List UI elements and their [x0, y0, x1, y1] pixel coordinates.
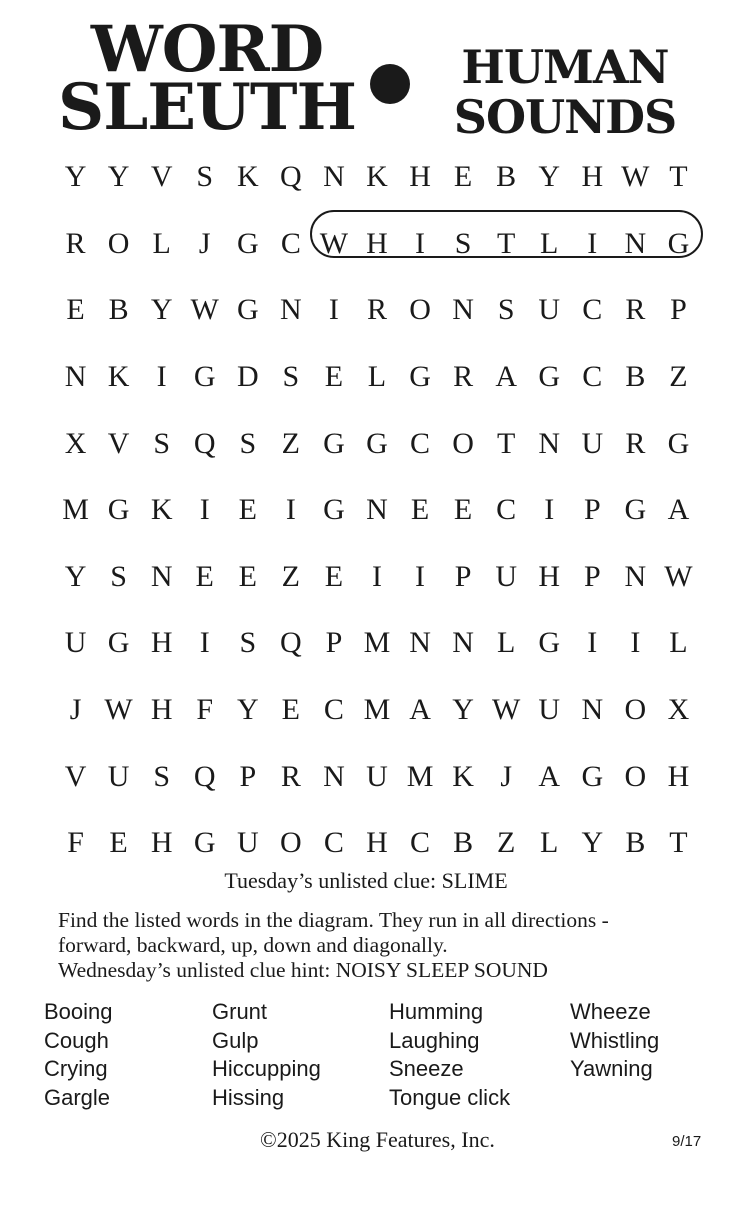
grid-letter[interactable]: I	[328, 293, 339, 327]
grid-letter[interactable]: O	[107, 226, 130, 260]
grid-letter[interactable]: I	[587, 226, 598, 260]
grid-letter[interactable]: J	[500, 759, 512, 793]
grid-letter[interactable]: T	[496, 226, 516, 260]
grid-letter[interactable]: B	[496, 160, 517, 194]
grid-letter[interactable]: P	[670, 293, 687, 327]
grid-letter[interactable]: Q	[280, 626, 302, 660]
grid-letter[interactable]: G	[409, 360, 431, 394]
instructions	[58, 908, 708, 983]
grid-letter[interactable]: A	[409, 693, 431, 727]
grid-letter[interactable]: R	[625, 426, 646, 460]
grid-letter[interactable]: K	[236, 160, 259, 194]
grid-letter[interactable]: H	[667, 759, 690, 793]
grid-letter[interactable]: Z	[281, 559, 300, 593]
instructions-line-2: forward, backward, up, down and diagonally.	[58, 933, 448, 957]
grid-letter[interactable]: G	[107, 626, 130, 660]
grid-letter[interactable]: M	[363, 693, 391, 727]
grid-letter[interactable]: C	[496, 493, 517, 527]
grid-letter[interactable]: K	[366, 160, 388, 194]
grid-letter[interactable]: N	[624, 559, 647, 593]
grid-letter[interactable]: R	[453, 360, 474, 394]
grid-letter[interactable]: Q	[193, 759, 216, 793]
grid-letter[interactable]: I	[544, 493, 555, 527]
grid-letter[interactable]: U	[538, 293, 561, 327]
grid-letter[interactable]: R	[280, 759, 301, 793]
grid-letter[interactable]: M	[363, 626, 391, 660]
grid-letter[interactable]: N	[280, 293, 302, 327]
grid-letter[interactable]: U	[366, 759, 388, 793]
grid-letter[interactable]: N	[323, 759, 345, 793]
grid-letter[interactable]: I	[285, 493, 296, 527]
grid-letter[interactable]: H	[409, 160, 431, 194]
grid-letter[interactable]: Q	[193, 426, 216, 460]
grid-letter[interactable]: E	[453, 493, 473, 527]
grid-letter[interactable]: U	[64, 626, 87, 660]
grid-letter[interactable]: G	[581, 759, 604, 793]
page-number: 9/17	[672, 1133, 702, 1150]
grid-letter[interactable]: H	[150, 826, 173, 860]
grid-letter[interactable]: P	[239, 759, 257, 793]
grid-letter[interactable]: Y	[538, 160, 561, 194]
grid-letter[interactable]: L	[367, 360, 387, 394]
grid-letter[interactable]: S	[282, 360, 300, 394]
grid-letter[interactable]: E	[238, 493, 257, 527]
grid-letter[interactable]: E	[281, 693, 300, 727]
grid-letter[interactable]: O	[280, 826, 302, 860]
grid-letter[interactable]: G	[323, 493, 345, 527]
grid-letter[interactable]: C	[410, 426, 431, 460]
grid-letter[interactable]: I	[156, 360, 167, 394]
grid-letter[interactable]: O	[624, 759, 647, 793]
grid-letter[interactable]: E	[195, 559, 214, 593]
grid-letter[interactable]: N	[624, 226, 647, 260]
grid-letter[interactable]: G	[667, 426, 690, 460]
grid-letter[interactable]: G	[667, 226, 690, 260]
grid-letter[interactable]: L	[540, 826, 559, 860]
grid-letter[interactable]: T	[669, 160, 688, 194]
grid-letter[interactable]: L	[496, 626, 516, 660]
grid-letter[interactable]: C	[280, 226, 301, 260]
grid-row	[54, 743, 700, 810]
grid-letter[interactable]: R	[366, 293, 387, 327]
grid-letter[interactable]: O	[452, 426, 474, 460]
grid-letter[interactable]: Y	[236, 693, 259, 727]
grid-letter[interactable]: C	[410, 826, 431, 860]
grid-letter[interactable]: N	[452, 293, 474, 327]
grid-letter[interactable]: S	[497, 293, 515, 327]
grid-letter[interactable]: E	[238, 559, 257, 593]
grid-letter[interactable]: S	[153, 759, 170, 793]
grid-letter[interactable]: C	[582, 360, 603, 394]
grid-letter[interactable]: G	[538, 626, 561, 660]
grid-letter[interactable]: X	[64, 426, 87, 460]
grid-letter[interactable]: K	[150, 493, 173, 527]
title-line-sleuth: SLEUTH	[58, 70, 356, 145]
grid-letter[interactable]: W	[664, 559, 693, 593]
grid-letter[interactable]: I	[199, 493, 210, 527]
grid-letter[interactable]: G	[538, 360, 561, 394]
word-column-1	[44, 998, 113, 1112]
grid-letter[interactable]: N	[538, 426, 561, 460]
grid-letter[interactable]: S	[196, 160, 214, 194]
grid-letter[interactable]: A	[538, 759, 561, 793]
grid-letter[interactable]: Q	[280, 160, 302, 194]
grid-letter[interactable]: A	[667, 493, 690, 527]
word-list-item: Gulp	[212, 1027, 259, 1053]
grid-letter[interactable]: W	[190, 293, 219, 327]
grid-letter[interactable]: N	[323, 160, 345, 194]
grid-letter[interactable]: X	[667, 693, 690, 727]
tuesday-clue: Tuesday’s unlisted clue: SLIME	[224, 868, 508, 893]
grid-letter[interactable]: D	[236, 360, 259, 394]
grid-letter[interactable]: G	[236, 293, 259, 327]
grid-letter[interactable]: Z	[496, 826, 516, 860]
grid-letter[interactable]: N	[452, 626, 474, 660]
grid-letter[interactable]: E	[324, 559, 344, 593]
word-list-item: Hissing	[212, 1084, 285, 1110]
grid-letter[interactable]: O	[624, 693, 647, 727]
grid-letter[interactable]: P	[325, 626, 343, 660]
grid-letter[interactable]: M	[62, 493, 89, 527]
grid-letter[interactable]: V	[64, 759, 87, 793]
word-list-item: Wheeze	[570, 999, 651, 1024]
grid-letter[interactable]: N	[64, 360, 87, 394]
copyright-notice: ©2025 King Features, Inc.	[260, 1127, 495, 1152]
grid-letter[interactable]: T	[669, 826, 688, 860]
grid-letter[interactable]: P	[583, 559, 601, 593]
grid-letter[interactable]: W	[621, 160, 650, 194]
theme-line-human: HUMAN	[461, 40, 669, 94]
grid-letter[interactable]: M	[406, 759, 434, 793]
grid-letter[interactable]: N	[366, 493, 388, 527]
grid-letter[interactable]: H	[366, 826, 388, 860]
title-line-word: WORD	[90, 12, 324, 87]
theme-line-sounds: SOUNDS	[453, 90, 677, 144]
grid-letter[interactable]: B	[453, 826, 474, 860]
grid-letter[interactable]: I	[415, 226, 426, 260]
grid-letter[interactable]: I	[199, 626, 210, 660]
grid-letter[interactable]: P	[454, 559, 472, 593]
grid-letter[interactable]: G	[624, 493, 647, 527]
word-column-3	[389, 998, 510, 1112]
grid-letter[interactable]: E	[109, 826, 128, 860]
grid-letter[interactable]: I	[587, 626, 598, 660]
grid-letter[interactable]: W	[319, 226, 349, 260]
grid-letter[interactable]: V	[150, 160, 173, 194]
grid-letter[interactable]: L	[540, 226, 559, 260]
grid-letter[interactable]: Z	[669, 360, 688, 394]
wednesday-clue-hint: Wednesday’s unlisted clue hint: NOISY SLEEP SOUND	[58, 958, 548, 982]
grid-letter[interactable]: S	[110, 559, 127, 593]
grid-letter[interactable]: B	[108, 293, 129, 327]
grid-letter[interactable]: C	[323, 693, 344, 727]
grid-letter[interactable]: N	[150, 559, 173, 593]
grid-letter[interactable]: E	[66, 293, 85, 327]
grid-letter[interactable]: W	[104, 693, 133, 727]
grid-letter[interactable]: S	[454, 226, 472, 260]
grid-letter[interactable]: G	[323, 426, 345, 460]
grid-letter[interactable]: W	[491, 693, 521, 727]
word-list-item: Yawning	[570, 1056, 653, 1081]
title-bullet-dot	[370, 64, 410, 104]
grid-letter[interactable]: G	[236, 226, 259, 260]
grid-letter[interactable]: A	[495, 360, 517, 394]
grid-letter[interactable]: G	[366, 426, 388, 460]
grid-letter[interactable]: F	[196, 693, 214, 727]
word-column-2	[212, 998, 321, 1112]
word-list-item: Sneeze	[389, 1056, 464, 1081]
grid-letter[interactable]: L	[669, 626, 688, 660]
word-list-item: Cough	[44, 1027, 109, 1053]
grid-letter[interactable]: G	[193, 826, 216, 860]
grid-letter[interactable]: H	[366, 226, 388, 260]
grid-letter[interactable]: E	[410, 493, 430, 527]
grid-letter[interactable]: T	[496, 426, 516, 460]
grid-letter[interactable]: U	[581, 426, 604, 460]
grid-letter[interactable]: R	[65, 226, 86, 260]
grid-letter[interactable]: S	[153, 426, 170, 460]
grid-letter[interactable]: I	[415, 559, 426, 593]
grid-letter[interactable]: G	[107, 493, 130, 527]
word-list-item: Whistling	[570, 1027, 660, 1053]
grid-letter[interactable]: P	[583, 493, 601, 527]
grid-letter[interactable]: U	[538, 693, 561, 727]
grid-letter[interactable]: Y	[581, 826, 604, 860]
grid-letter[interactable]: N	[409, 626, 431, 660]
word-column-4	[570, 998, 659, 1084]
grid-letter[interactable]: C	[323, 826, 344, 860]
grid-row	[54, 344, 700, 411]
grid-letter[interactable]: I	[630, 626, 641, 660]
grid-letter[interactable]: B	[625, 360, 646, 394]
word-list-item: Laughing	[389, 1027, 480, 1053]
word-list-item: Humming	[389, 999, 484, 1024]
word-list-item: Booing	[44, 999, 113, 1024]
grid-row	[54, 677, 700, 744]
word-list-item: Tongue click	[389, 1084, 511, 1110]
grid-letter[interactable]: U	[236, 826, 259, 860]
grid-letter[interactable]: H	[538, 559, 561, 593]
instructions-line-1: Find the listed words in the diagram. They run in all directions -	[58, 908, 609, 932]
word-list-item: Grunt	[212, 999, 268, 1024]
grid-row	[54, 277, 700, 344]
grid-letter[interactable]: Y	[64, 559, 87, 593]
theme-title	[440, 42, 690, 142]
grid-letter[interactable]: N	[581, 693, 604, 727]
title-word-sleuth	[54, 12, 360, 145]
grid-letter[interactable]: Y	[107, 160, 130, 194]
word-list-item: Hiccupping	[212, 1056, 321, 1081]
grid-letter[interactable]: H	[581, 160, 604, 194]
grid-letter[interactable]: B	[625, 826, 646, 860]
grid-letter[interactable]: Y	[150, 293, 173, 327]
grid-letter[interactable]: Y	[452, 693, 474, 727]
grid-letter[interactable]: V	[107, 426, 130, 460]
word-list-item: Crying	[44, 1056, 108, 1081]
grid-letter[interactable]: H	[150, 626, 173, 660]
grid-letter[interactable]: H	[150, 693, 173, 727]
grid-letter[interactable]: K	[452, 759, 474, 793]
grid-row	[54, 477, 700, 544]
grid-letter[interactable]: U	[107, 759, 130, 793]
grid-row	[54, 610, 700, 677]
grid-letter[interactable]: S	[239, 626, 257, 660]
word-list	[0, 998, 732, 1118]
grid-letter[interactable]: U	[495, 559, 517, 593]
grid-letter[interactable]: K	[107, 360, 130, 394]
grid-letter[interactable]: S	[239, 426, 257, 460]
grid-letter[interactable]: O	[409, 293, 431, 327]
grid-letter[interactable]: I	[371, 559, 382, 593]
found-word-circle	[310, 210, 703, 258]
grid-letter[interactable]: L	[152, 226, 171, 260]
grid-letter[interactable]: E	[324, 360, 344, 394]
grid-letter[interactable]: J	[198, 226, 211, 260]
word-list-item: Gargle	[44, 1084, 111, 1110]
grid-letter[interactable]: C	[582, 293, 603, 327]
grid-letter[interactable]: G	[193, 360, 216, 394]
grid-letter[interactable]: Z	[281, 426, 300, 460]
grid-letter[interactable]: J	[69, 693, 82, 727]
grid-row	[54, 144, 700, 211]
grid-row	[54, 410, 700, 477]
grid-letter[interactable]: R	[625, 293, 646, 327]
grid-row	[54, 544, 700, 611]
grid-letter[interactable]: Y	[64, 160, 87, 194]
grid-row	[54, 810, 700, 877]
grid-letter[interactable]: F	[67, 826, 84, 860]
grid-letter[interactable]: E	[453, 160, 473, 194]
